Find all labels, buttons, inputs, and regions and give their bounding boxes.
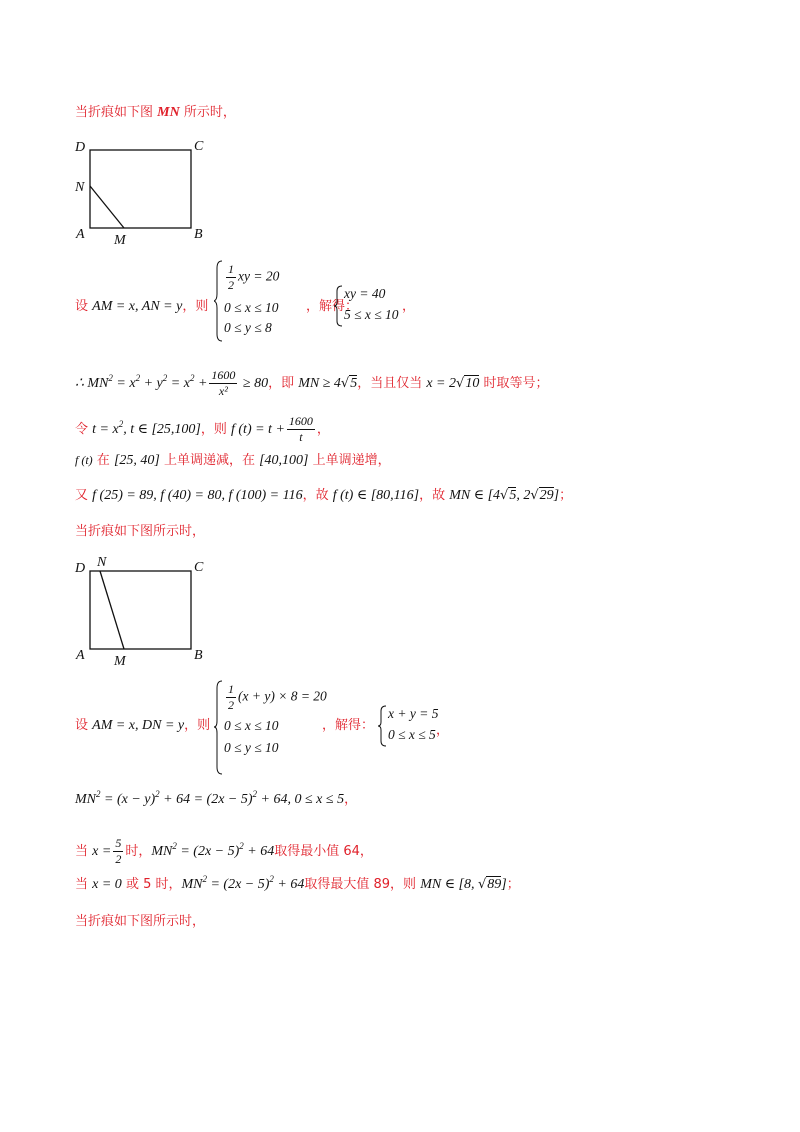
m: MN ∈ [8,: [420, 877, 478, 892]
e: 2: [189, 373, 195, 383]
t: ，即: [268, 376, 299, 391]
label-n: N: [75, 180, 85, 195]
radical-icon: √: [500, 488, 509, 503]
comma-2: ，: [436, 723, 450, 738]
m: +: [194, 376, 208, 391]
solution-1-row-1: xy = 40: [344, 286, 386, 301]
t: 又: [75, 488, 93, 503]
e: 2: [96, 789, 101, 799]
frac-num: 1: [228, 262, 234, 276]
label-a: A: [76, 648, 85, 663]
m: [40,100]: [259, 453, 309, 468]
text-jiede-2: ，解得：: [322, 718, 375, 733]
case1-heading: [75, 104, 236, 122]
t: ，则: [200, 422, 231, 437]
m: ]: [501, 877, 507, 892]
m: f (t) ∈ [80,116]: [332, 488, 420, 503]
m: MN: [151, 844, 173, 859]
t: 取得最小值 64，: [274, 844, 373, 859]
setup-1-line: [75, 298, 208, 316]
heading-math: MN: [157, 105, 180, 120]
text-she: 设: [75, 299, 93, 314]
sqrt-10: 10: [465, 376, 480, 391]
figure-1-rectangle: [70, 135, 220, 250]
t: ；: [559, 488, 573, 503]
text-ze: ，则: [184, 718, 211, 733]
brace-icon: [334, 285, 344, 327]
m: ≥ 80: [239, 376, 269, 391]
fold-line-mn: [100, 571, 124, 649]
label-a: A: [76, 227, 85, 242]
label-c: C: [194, 560, 204, 575]
frac-den: 2: [228, 278, 234, 292]
case3-heading: 当折痕如下图所示时，: [75, 914, 206, 929]
rectangle-abcd: [90, 571, 191, 649]
minimum-line: [75, 836, 373, 867]
m: MN ≥ 4: [298, 376, 341, 391]
solution-1-row-2: 5 ≤ x ≤ 10: [344, 307, 399, 322]
sqrt-29: 29: [539, 488, 554, 503]
e: 2: [252, 789, 258, 799]
fraction-1600-t: [287, 414, 315, 445]
system-1-row-3: 0 ≤ y ≤ 8: [224, 320, 272, 335]
fold-line-mn: [90, 186, 124, 228]
m: = (x − y): [100, 792, 156, 807]
sqrt-89: 89: [487, 877, 502, 892]
m: , 2: [516, 488, 531, 503]
frac-num: 1600: [288, 414, 313, 428]
also-line: [75, 487, 572, 505]
t: ，: [316, 422, 330, 437]
maximum-line: [75, 876, 520, 894]
m: f (25) = 89, f (40) = 80, f (100) = 116: [92, 488, 303, 503]
m: t = x: [92, 422, 119, 437]
m: f (t): [75, 453, 93, 467]
rectangle-abcd: [90, 150, 191, 228]
m: [25, 40]: [113, 453, 160, 468]
label-n: N: [97, 555, 107, 570]
solution-2-row-2: 0 ≤ x ≤ 5: [388, 727, 436, 742]
label-b: B: [194, 227, 203, 242]
system-1-row-2: 0 ≤ x ≤ 10: [224, 300, 279, 315]
math-am-an: AM = x, AN = y: [92, 299, 183, 314]
t: 时，: [125, 844, 152, 859]
math-am-dn: AM = x, DN = y: [92, 718, 185, 733]
m: + 64: [243, 844, 275, 859]
e: 2: [135, 373, 141, 383]
frac-den: 2: [228, 698, 234, 712]
m: f (t) = t +: [231, 422, 285, 437]
label-d: D: [75, 140, 86, 155]
m: = (2x − 5): [176, 844, 240, 859]
t: 时取等号；: [479, 376, 549, 391]
m: = x: [112, 376, 136, 391]
system-2-row-2: 0 ≤ x ≤ 10: [224, 718, 279, 733]
m: + y: [140, 376, 163, 391]
frac-den: x²: [218, 384, 228, 398]
m: + 64: [273, 877, 305, 892]
frac-num: 1600: [211, 368, 236, 382]
radical-icon: √: [340, 376, 350, 391]
label-d: D: [75, 561, 86, 576]
t: ，: [344, 792, 358, 807]
figure-2-rectangle: [70, 555, 220, 670]
heading-text: 当折痕如下图: [75, 105, 158, 120]
system-1-row-1: [224, 262, 279, 293]
text-ze: ，则: [182, 299, 209, 314]
frac-den: t: [299, 430, 303, 444]
m: MN: [75, 792, 96, 807]
m: , t ∈ [25,100]: [123, 422, 201, 437]
fraction-5-2: [113, 836, 123, 867]
system-2: [214, 680, 327, 775]
t: ，当且仅当: [357, 376, 427, 391]
e: 2: [108, 373, 113, 383]
m: = x: [167, 376, 190, 391]
brace-icon: [214, 680, 224, 775]
frac-den: 2: [115, 852, 122, 866]
brace-icon: [378, 705, 388, 747]
text-jiede-1: ，解得：: [306, 299, 359, 314]
t: ；: [506, 877, 520, 892]
label-m: M: [114, 654, 126, 669]
label-m: M: [114, 233, 126, 248]
row-1-text: xy = 20: [238, 268, 280, 284]
t: 在: [92, 453, 114, 468]
m: = (2x − 5): [206, 877, 270, 892]
t: 或 5 时，: [121, 877, 182, 892]
t: 上单调递增，: [308, 453, 391, 468]
therefore-line: [75, 368, 548, 399]
solution-2-row-1: x + y = 5: [388, 706, 439, 721]
monotonic-line: [75, 451, 391, 470]
e: 2: [162, 373, 168, 383]
m: ]: [553, 488, 560, 503]
radical-icon: √: [478, 877, 487, 892]
heading-text-end: 所示时，: [179, 105, 236, 120]
t: 上单调递减，在: [159, 453, 260, 468]
e: 2: [202, 874, 207, 884]
t: 当: [75, 877, 93, 892]
m: MN ∈ [4: [449, 488, 501, 503]
t: ，故: [302, 488, 333, 503]
mn-squared-line: [75, 791, 357, 809]
m: + 64, 0 ≤ x ≤ 5: [257, 792, 345, 807]
t: 令: [75, 422, 93, 437]
m: MN: [181, 877, 203, 892]
radical-icon: √: [456, 376, 465, 391]
system-1: [214, 260, 304, 342]
t: ，故: [419, 488, 450, 503]
t: 当: [75, 844, 93, 859]
radical-icon: √: [530, 488, 539, 503]
system-2-row-1: [224, 682, 327, 713]
m: x = 0: [92, 877, 122, 892]
setup-2-line: [75, 717, 210, 735]
m: ∴ MN: [75, 376, 109, 391]
row-1-text: (x + y) × 8 = 20: [238, 688, 327, 704]
sqrt-5: 5: [350, 376, 358, 391]
e: 2: [269, 874, 274, 884]
e: 2: [172, 841, 177, 851]
system-2-row-3: 0 ≤ y ≤ 10: [224, 740, 279, 755]
m: x = 2: [426, 376, 457, 391]
e: 2: [239, 841, 244, 851]
frac-num: 1: [228, 682, 234, 696]
case2-heading: 当折痕如下图所示时，: [75, 524, 206, 539]
fraction-1600-x2: [209, 368, 237, 399]
sqrt-5: 5: [509, 488, 517, 503]
let-t-line: [75, 414, 330, 445]
m: x =: [92, 844, 112, 859]
text-she: 设: [75, 718, 93, 733]
label-c: C: [194, 139, 204, 154]
frac-num: 5: [115, 836, 122, 850]
m: + 64 = (2x − 5): [159, 792, 253, 807]
e: 2: [155, 789, 160, 799]
t: 取得最大值 89，则: [304, 877, 421, 892]
brace-icon: [214, 260, 224, 342]
comma-1: ，: [402, 299, 416, 314]
e: 2: [118, 419, 124, 429]
label-b: B: [194, 648, 203, 663]
